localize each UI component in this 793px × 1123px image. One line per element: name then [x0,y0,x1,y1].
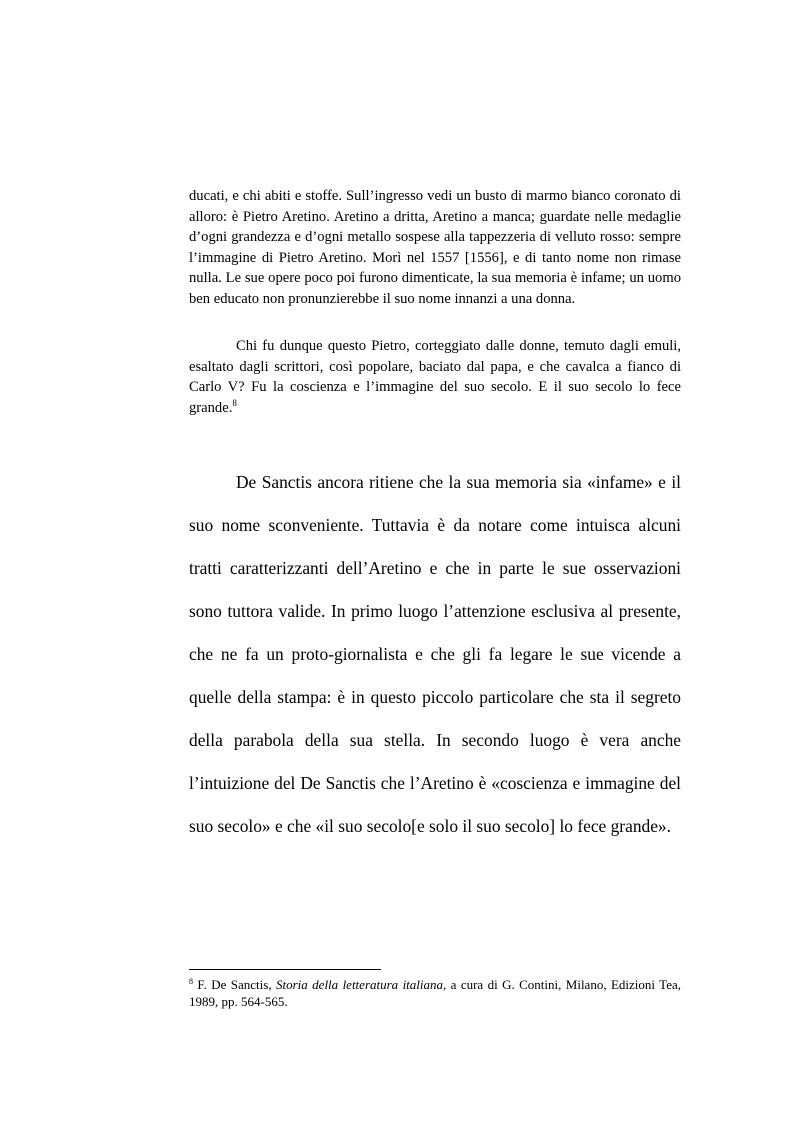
footnote-author: F. De Sanctis, [197,977,272,992]
footnote-separator [189,969,381,970]
quote-paragraph-1 [189,186,681,309]
quote-paragraph-1-text: ducati, e chi abiti e stoffe. Sull’ingresso vedi un busto di marmo bianco coronato di alloro: è Pietro Aretino. Aretino a dritta, Aretino a manca; guardate nelle medaglie d’ogni grandezza e d’ogni metallo sospese alla tappezzeria di velluto rosso: sempre l’immagine di Pietro Aretino. Morì nel 1557 [1556], e di tanto nome non rimase nulla. Le sue opere poco poi furono dimenticate, la sua memoria è infame; un uomo ben educato non pronunzierebbe il suo nome innanzi a una donna. [189,188,681,307]
footnote [189,976,681,1010]
footnote-title: Storia della letteratura italiana [276,977,444,992]
body-paragraph: De Sanctis ancora ritiene che la sua memoria sia «infame» e il suo nome sconveniente. Tuttavia è da notare come intuisca alcuni tratti caratterizzanti dell’Aretino e che in parte le sue osservazioni sono tuttora valide. In primo luogo l’attenzione esclusiva al presente, che ne fa un proto-giornalista e che gli fa legare le sue vicende a quelle della stampa: è in questo piccolo particolare che sta il segreto della parabola della sua stella. In secondo luogo è vera anche l’intuizione del De Sanctis che l’Aretino è «coscienza e immagine del suo secolo» e che «il suo secolo[e solo il suo secolo] lo fece grande». [189,472,681,836]
footnote-number: 8 [189,977,193,986]
quote-paragraph-2 [189,336,681,418]
quote-paragraph-2-text: Chi fu dunque questo Pietro, corteggiato dalle donne, temuto dagli emuli, esaltato dagli scrittori, così popolare, baciato dal papa, e che cavalca a fianco di Carlo V? Fu la coscienza e l’immagine del suo secolo. E il suo secolo lo fece grande. [189,338,681,416]
footnote-reference[interactable]: 8 [232,397,237,408]
footnote-details: , a cura di G. Contini, Milano, Edizioni Tea, 1989, pp. 564-565. [189,977,681,1009]
